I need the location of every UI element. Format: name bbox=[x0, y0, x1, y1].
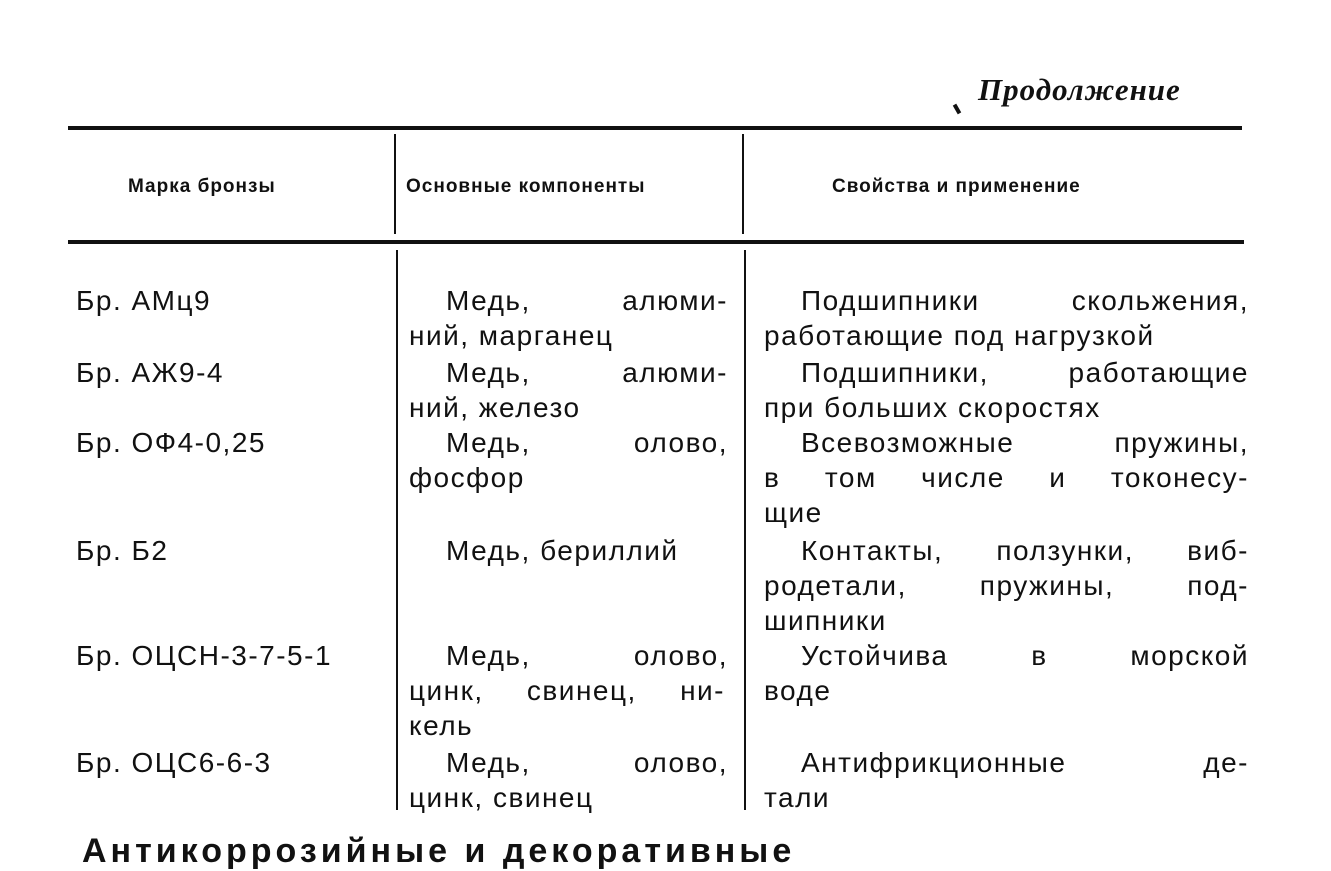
row-5-components-line-2: цинк, свинец, ни- bbox=[409, 675, 725, 706]
row-2-properties-line-1: Подшипники, работающие bbox=[801, 357, 1249, 388]
header-components: Основные компоненты bbox=[406, 176, 646, 197]
column-divider-2 bbox=[742, 134, 744, 234]
row-2-components-line-1: Медь, алюми- bbox=[446, 357, 728, 388]
row-6-properties-line-2: тали bbox=[764, 782, 831, 813]
row-1-mark: Бр. АМц9 bbox=[76, 285, 212, 316]
row-4-properties-line-2: родетали, пружины, под- bbox=[764, 570, 1249, 601]
table-header-rule bbox=[68, 240, 1244, 244]
row-3-properties-line-1: Всевозможные пружины, bbox=[801, 427, 1249, 458]
row-6-mark: Бр. ОЦС6-6-3 bbox=[76, 747, 272, 778]
row-3-mark: Бр. ОФ4-0,25 bbox=[76, 427, 266, 458]
row-2-properties-line-2: при больших скоростях bbox=[764, 392, 1101, 423]
row-3-properties-line-2: в том числе и токонесу- bbox=[764, 462, 1249, 493]
column-divider-2-body bbox=[744, 250, 746, 810]
row-6-components-line-2: цинк, свинец bbox=[409, 782, 594, 813]
header-mark: Марка бронзы bbox=[128, 176, 276, 197]
continuation-label: Продолжение bbox=[978, 72, 1181, 107]
row-5-properties-line-2: воде bbox=[764, 675, 832, 706]
row-5-properties-line-1: Устойчива в морской bbox=[801, 640, 1249, 671]
row-3-components-line-1: Медь, олово, bbox=[446, 427, 728, 458]
row-2-components-line-2: ний, железо bbox=[409, 392, 581, 423]
row-4-components-line-1: Медь, бериллий bbox=[446, 535, 679, 566]
row-4-properties-line-1: Контакты, ползунки, виб- bbox=[801, 535, 1249, 566]
row-1-components-line-2: ний, марганец bbox=[409, 320, 614, 351]
header-properties: Свойства и применение bbox=[832, 176, 1081, 197]
row-1-components-line-1: Медь, алюми- bbox=[446, 285, 728, 316]
column-divider-1 bbox=[394, 134, 396, 234]
row-5-components-line-1: Медь, олово, bbox=[446, 640, 728, 671]
table-top-rule bbox=[68, 126, 1242, 130]
row-4-mark: Бр. Б2 bbox=[76, 535, 169, 566]
next-section-heading: Антикоррозийные и декоративные bbox=[82, 832, 796, 870]
row-3-components-line-2: фосфор bbox=[409, 462, 525, 493]
row-3-properties-line-3: щие bbox=[764, 497, 823, 528]
row-1-properties-line-1: Подшипники скольжения, bbox=[801, 285, 1249, 316]
row-4-properties-line-3: шипники bbox=[764, 605, 887, 636]
row-1-properties-line-2: работающие под нагрузкой bbox=[764, 320, 1155, 351]
row-5-components-line-3: кель bbox=[409, 710, 474, 741]
row-2-mark: Бр. АЖ9-4 bbox=[76, 357, 225, 388]
row-6-components-line-1: Медь, олово, bbox=[446, 747, 728, 778]
row-5-mark: Бр. ОЦСН-3-7-5-1 bbox=[76, 640, 333, 671]
row-6-properties-line-1: Антифрикционные де- bbox=[801, 747, 1249, 778]
stray-mark bbox=[953, 104, 961, 115]
column-divider-1-body bbox=[396, 250, 398, 810]
